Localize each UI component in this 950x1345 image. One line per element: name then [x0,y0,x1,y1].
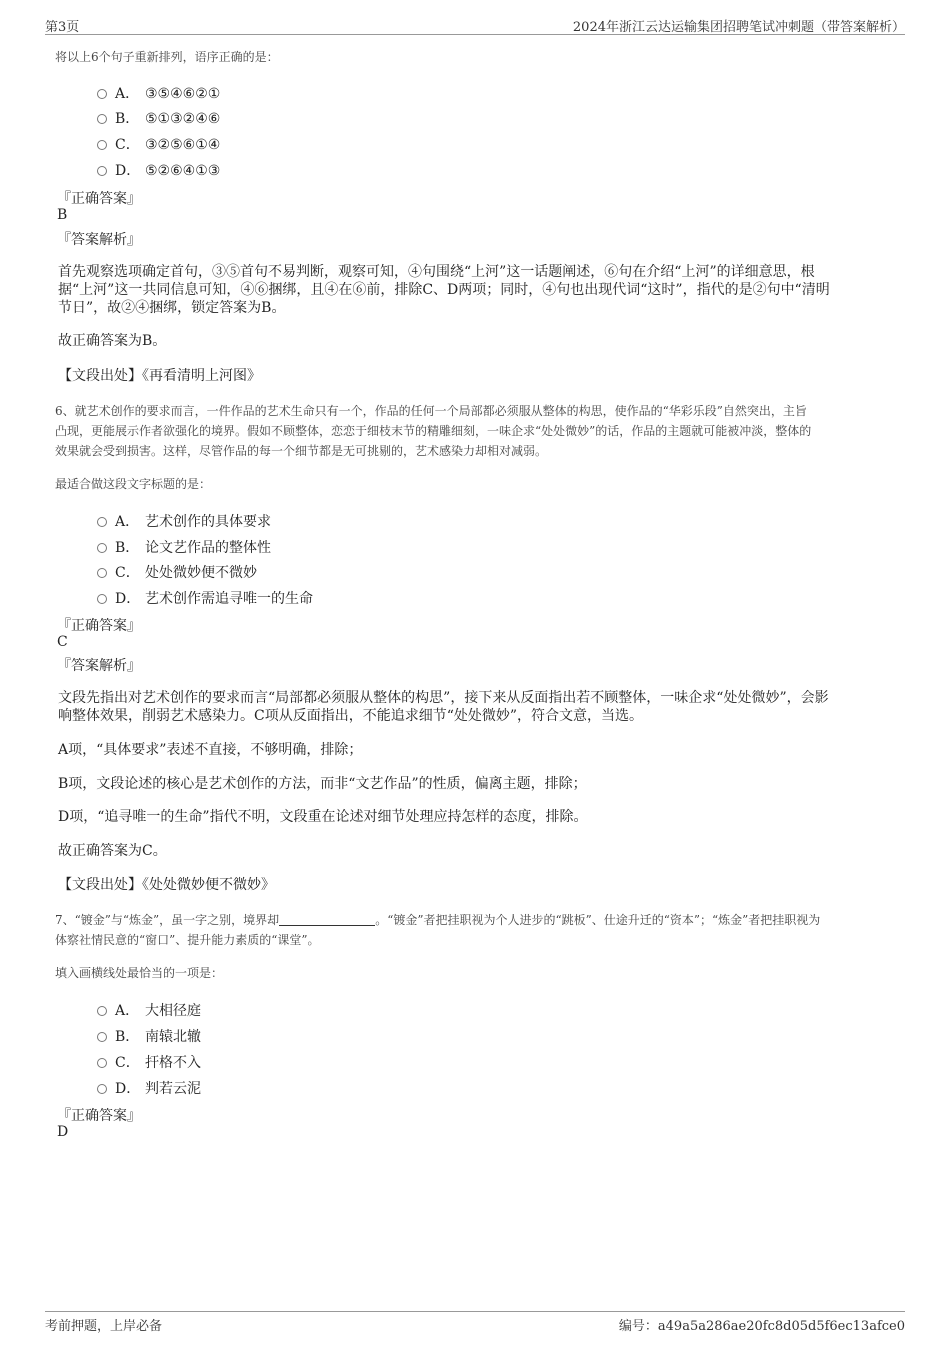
page-header [45,14,905,35]
q5-option-d[interactable]: D． ⑤②⑥④①③ [97,160,220,180]
radio-icon[interactable] [97,1006,107,1016]
radio-icon[interactable] [97,1032,107,1042]
q5-option-a[interactable]: A． ③⑤④⑥②① [97,83,220,103]
q7-option-a[interactable]: A． 大相径庭 [97,1000,201,1020]
q5-option-b[interactable]: B． ⑤①③②④⑥ [97,108,220,128]
radio-icon[interactable] [97,1058,107,1068]
radio-icon[interactable] [97,543,107,553]
page-number: 第3页 [45,20,80,35]
q7-stem-line1: 7、“镀金”与“炼金”，虽一字之别，境界却 。“镀金”者把挂职视为个人进步的“跳板”、仕途升迁的“资本”；“炼金”者把挂职视为 [55,913,821,927]
q6-option-a[interactable]: A． 艺术创作的具体要求 [97,511,271,531]
q5-source: 【文段出处】《再看清明上河图》 [58,368,261,384]
q6-option-c[interactable]: C． 处处微妙便不微妙 [97,562,257,582]
q6-answer: C [57,634,68,650]
q5-analysis-line: 节日”，故②④捆绑，锁定答案为B。 [58,300,286,316]
q7-option-d[interactable]: D． 判若云泥 [97,1078,201,1098]
q7-stem-line2: 体察社情民意的“窗口”、提升能力素质的“课堂”。 [55,933,320,947]
radio-icon[interactable] [97,89,107,99]
q6-option-b[interactable]: B． 论文艺作品的整体性 [97,537,271,557]
q5-analysis-line: 首先观察选项确定首句，③⑤首句不易判断，观察可知，④句围绕“上河”这一话题阐述，⑥句在介绍“上河”的详细意思，根 [58,264,815,280]
q5-prompt: 将以上6个句子重新排列，语序正确的是： [55,50,279,64]
q5-conclusion: 故正确答案为B。 [58,333,167,349]
q6-exclusion: A项，“具体要求”表述不直接，不够明确，排除； [58,742,363,758]
q5-analysis-label: 『答案解析』 [57,232,141,248]
radio-icon[interactable] [97,568,107,578]
q6-analysis-line: 文段先指出对艺术创作的要求而言“局部都必须服从整体的构思”，接下来从反面指出若不顾整体，一味企求“处处微妙”，会影 [58,690,829,706]
q7-answer: D [57,1124,69,1140]
document-id: 编号：a49a5a286ae20fc8d05d5f6ec13afce0 [618,1319,905,1334]
q6-conclusion: 故正确答案为C。 [58,843,167,859]
q6-stem-line: 效果就会受到损害。这样，尽管作品的每一个细节都是无可挑剔的，艺术感染力却相对减弱。 [55,444,548,458]
document-title: 2024年浙江云达运输集团招聘笔试冲刺题（带答案解析） [572,20,905,35]
q7-option-b[interactable]: B． 南辕北辙 [97,1026,201,1046]
q6-prompt: 最适合做这段文字标题的是： [55,477,212,491]
q6-analysis-line: 响整体效果，削弱艺术感染力。C项从反面指出，不能追求细节“处处微妙”，符合文意，当选。 [58,708,644,724]
q5-answer-label: 『正确答案』 [57,191,141,207]
q5-answer: B [57,207,68,223]
page-footer [45,1311,905,1334]
q6-option-d[interactable]: D． 艺术创作需追寻唯一的生命 [97,588,313,608]
q6-source: 【文段出处】《处处微妙便不微妙》 [58,877,275,893]
radio-icon[interactable] [97,114,107,124]
q6-answer-label: 『正确答案』 [57,618,141,634]
radio-icon[interactable] [97,1084,107,1094]
q6-stem-line: 凸现，更能展示作者欲强化的境界。假如不顾整体，恋恋于细枝末节的精雕细刻，一味企求“处处微妙”的话，作品的主题就可能被冲淡，整体的 [55,424,812,438]
radio-icon[interactable] [97,594,107,604]
radio-icon[interactable] [97,517,107,527]
radio-icon[interactable] [97,140,107,150]
q5-option-c[interactable]: C． ③②⑤⑥①④ [97,134,220,154]
q7-answer-label: 『正确答案』 [57,1108,141,1124]
radio-icon[interactable] [97,166,107,176]
q7-option-c[interactable]: C． 扞格不入 [97,1052,201,1072]
q5-analysis-line: 据“上河”这一共同信息可知，④⑥捆绑，且④在⑥前，排除C、D两项；同时，④句也出现代词“这时”，指代的是②句中“清明 [58,282,830,298]
fill-in-blank [279,913,375,926]
q6-analysis-label: 『答案解析』 [57,658,141,674]
q6-stem-line: 6、就艺术创作的要求而言，一件作品的艺术生命只有一个，作品的任何一个局部都必须服从整体的构思，使作品的“华彩乐段”自然突出，主旨 [55,404,807,418]
q6-exclusion: B项，文段论述的核心是艺术创作的方法，而非“文艺作品”的性质，偏离主题，排除； [58,776,587,792]
q7-prompt: 填入画横线处最恰当的一项是： [55,966,224,980]
footer-slogan: 考前押题，上岸必备 [45,1319,163,1334]
q6-exclusion: D项，“追寻唯一的生命”指代不明，文段重在论述对细节处理应持怎样的态度，排除。 [58,809,588,825]
